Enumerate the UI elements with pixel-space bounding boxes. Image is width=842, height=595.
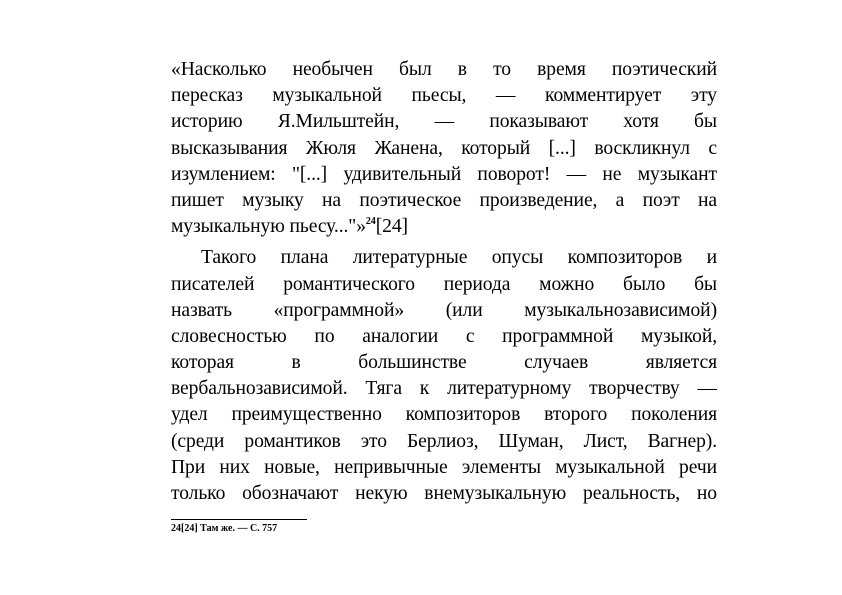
text-line: При них новые, непривычные элементы музыкальной речи — [171, 456, 717, 478]
text-line: изумлением: "[...] удивительный поворот! — не музыкант — [171, 163, 717, 185]
text-line: Такого плана литературные опусы композиторов и — [201, 247, 717, 269]
text-line-last — [171, 214, 717, 240]
text-line: назвать «программной» (или музыкальнозависимой) — [171, 299, 717, 321]
quote-ending: музыкальную пьесу..."» — [171, 216, 366, 238]
text-line: только обозначают некую внемузыкальную реальность, но — [171, 483, 717, 505]
bracket-reference[interactable]: [24] — [375, 216, 408, 238]
main-paragraph — [171, 245, 717, 507]
text-line: вербальнозависимой. Тяга к литературному творчеству — — [171, 378, 717, 400]
quote-paragraph — [171, 57, 717, 240]
text-line: удел преимущественно композиторов второго поколения — [171, 404, 717, 426]
text-line: пересказ музыкальной пьесы, — комментирует эту — [171, 85, 717, 107]
footnote-reference[interactable]: 24 — [365, 216, 376, 228]
text-line: писателей романтического периода можно было бы — [171, 273, 717, 295]
text-line: историю Я.Мильштейн, — показывают хотя бы — [171, 111, 717, 133]
footnote: 24[24] Там же. — С. 757 — [171, 523, 278, 534]
text-line: которая в большинстве случаев является — [171, 352, 717, 374]
body-text — [171, 57, 717, 507]
text-line: «Насколько необычен был в то время поэтический — [171, 59, 717, 80]
text-line: высказывания Жюля Жанена, который [...] воскликнул с — [171, 137, 717, 159]
text-line: словесностью по аналогии с программной музыкой, — [171, 325, 717, 347]
footnote-separator — [171, 519, 307, 520]
text-line: пишет музыку на поэтическое произведение, а поэт на — [171, 189, 717, 211]
text-line: (среди романтиков это Берлиоз, Шуман, Лист, Вагнер). — [171, 430, 717, 452]
